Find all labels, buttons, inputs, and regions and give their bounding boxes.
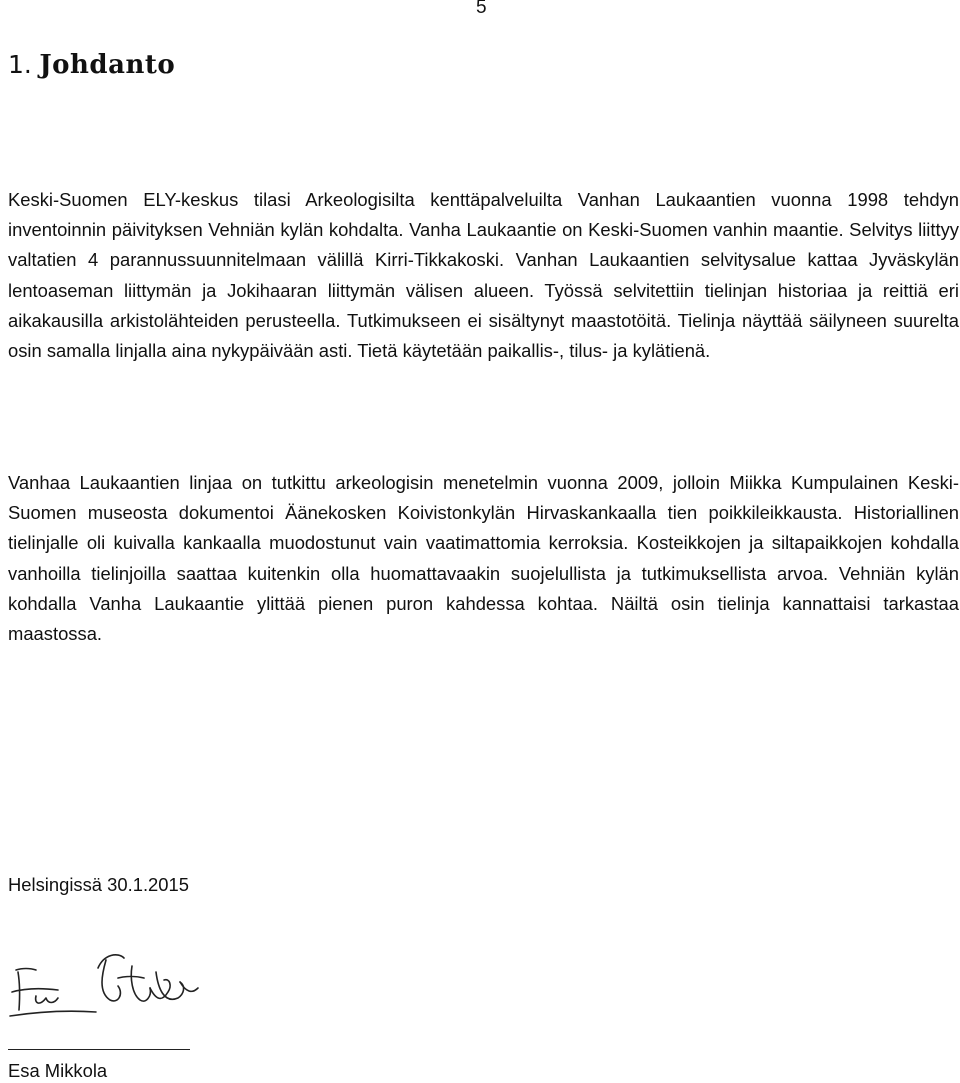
- section-number: 1.: [8, 50, 32, 79]
- section-heading: [8, 44, 175, 85]
- place-and-date: Helsingissä 30.1.2015: [8, 874, 189, 895]
- section-title: Johdanto: [39, 50, 176, 80]
- paragraph-intro: Keski-Suomen ELY-keskus tilasi Arkeologisilta kenttäpalveluilta Vanhan Laukaantien vuonna 1998 tehdyn inventoinnin päivityksen Vehniän kylän kohdalta. Vanha Laukaantie on Keski-Suomen vanhin maantie. Selvitys liittyy valtatien 4 parannussuunnitelmaan välillä Kirri-Tikkakoski. Vanhan Laukaantien selvitysalue kattaa Jyväskylän lentoaseman liittymän ja Jokihaaran liittymän välisen alueen. Työssä selvitettiin tielinjan historiaa ja reittiä eri aikakausilla arkistolähteiden perusteella. Tutkimukseen ei sisältynyt maastotöitä. Tielinja näyttää säilyneen suurelta osin samalla linjalla aina nykypäivään asti. Tietä käytetään paikallis-, tilus- ja kylätienä.: [8, 189, 959, 362]
- page-number: 5: [476, 0, 487, 18]
- paragraph-research: Vanhaa Laukaantien linjaa on tutkittu arkeologisin menetelmin vuonna 2009, jolloin Miikka Kumpulainen Keski-Suomen museosta dokumentoi Äänekosken Koivistonkylän Hirvaskankaalla tien poikkileikkausta. Historiallinen tielinjalle oli kuivalla kankaalla muodostunut vain vaatimattomia kerroksia. Kosteikkojen ja siltapaikkojen kohdalla vanhoilla tielinjoilla saattaa kuitenkin olla huomattavaakin suojelullista ja tutkimuksellista arvoa. Vehniän kylän kohdalla Vanha Laukaantie ylittää pienen puron kahdessa kohtaa. Näiltä osin tielinja kannattaisi tarkastaa maastossa.: [8, 472, 959, 645]
- signature-icon: [6, 948, 202, 1030]
- signer-name: Esa Mikkola: [8, 1060, 108, 1081]
- signature-line: [8, 1049, 190, 1050]
